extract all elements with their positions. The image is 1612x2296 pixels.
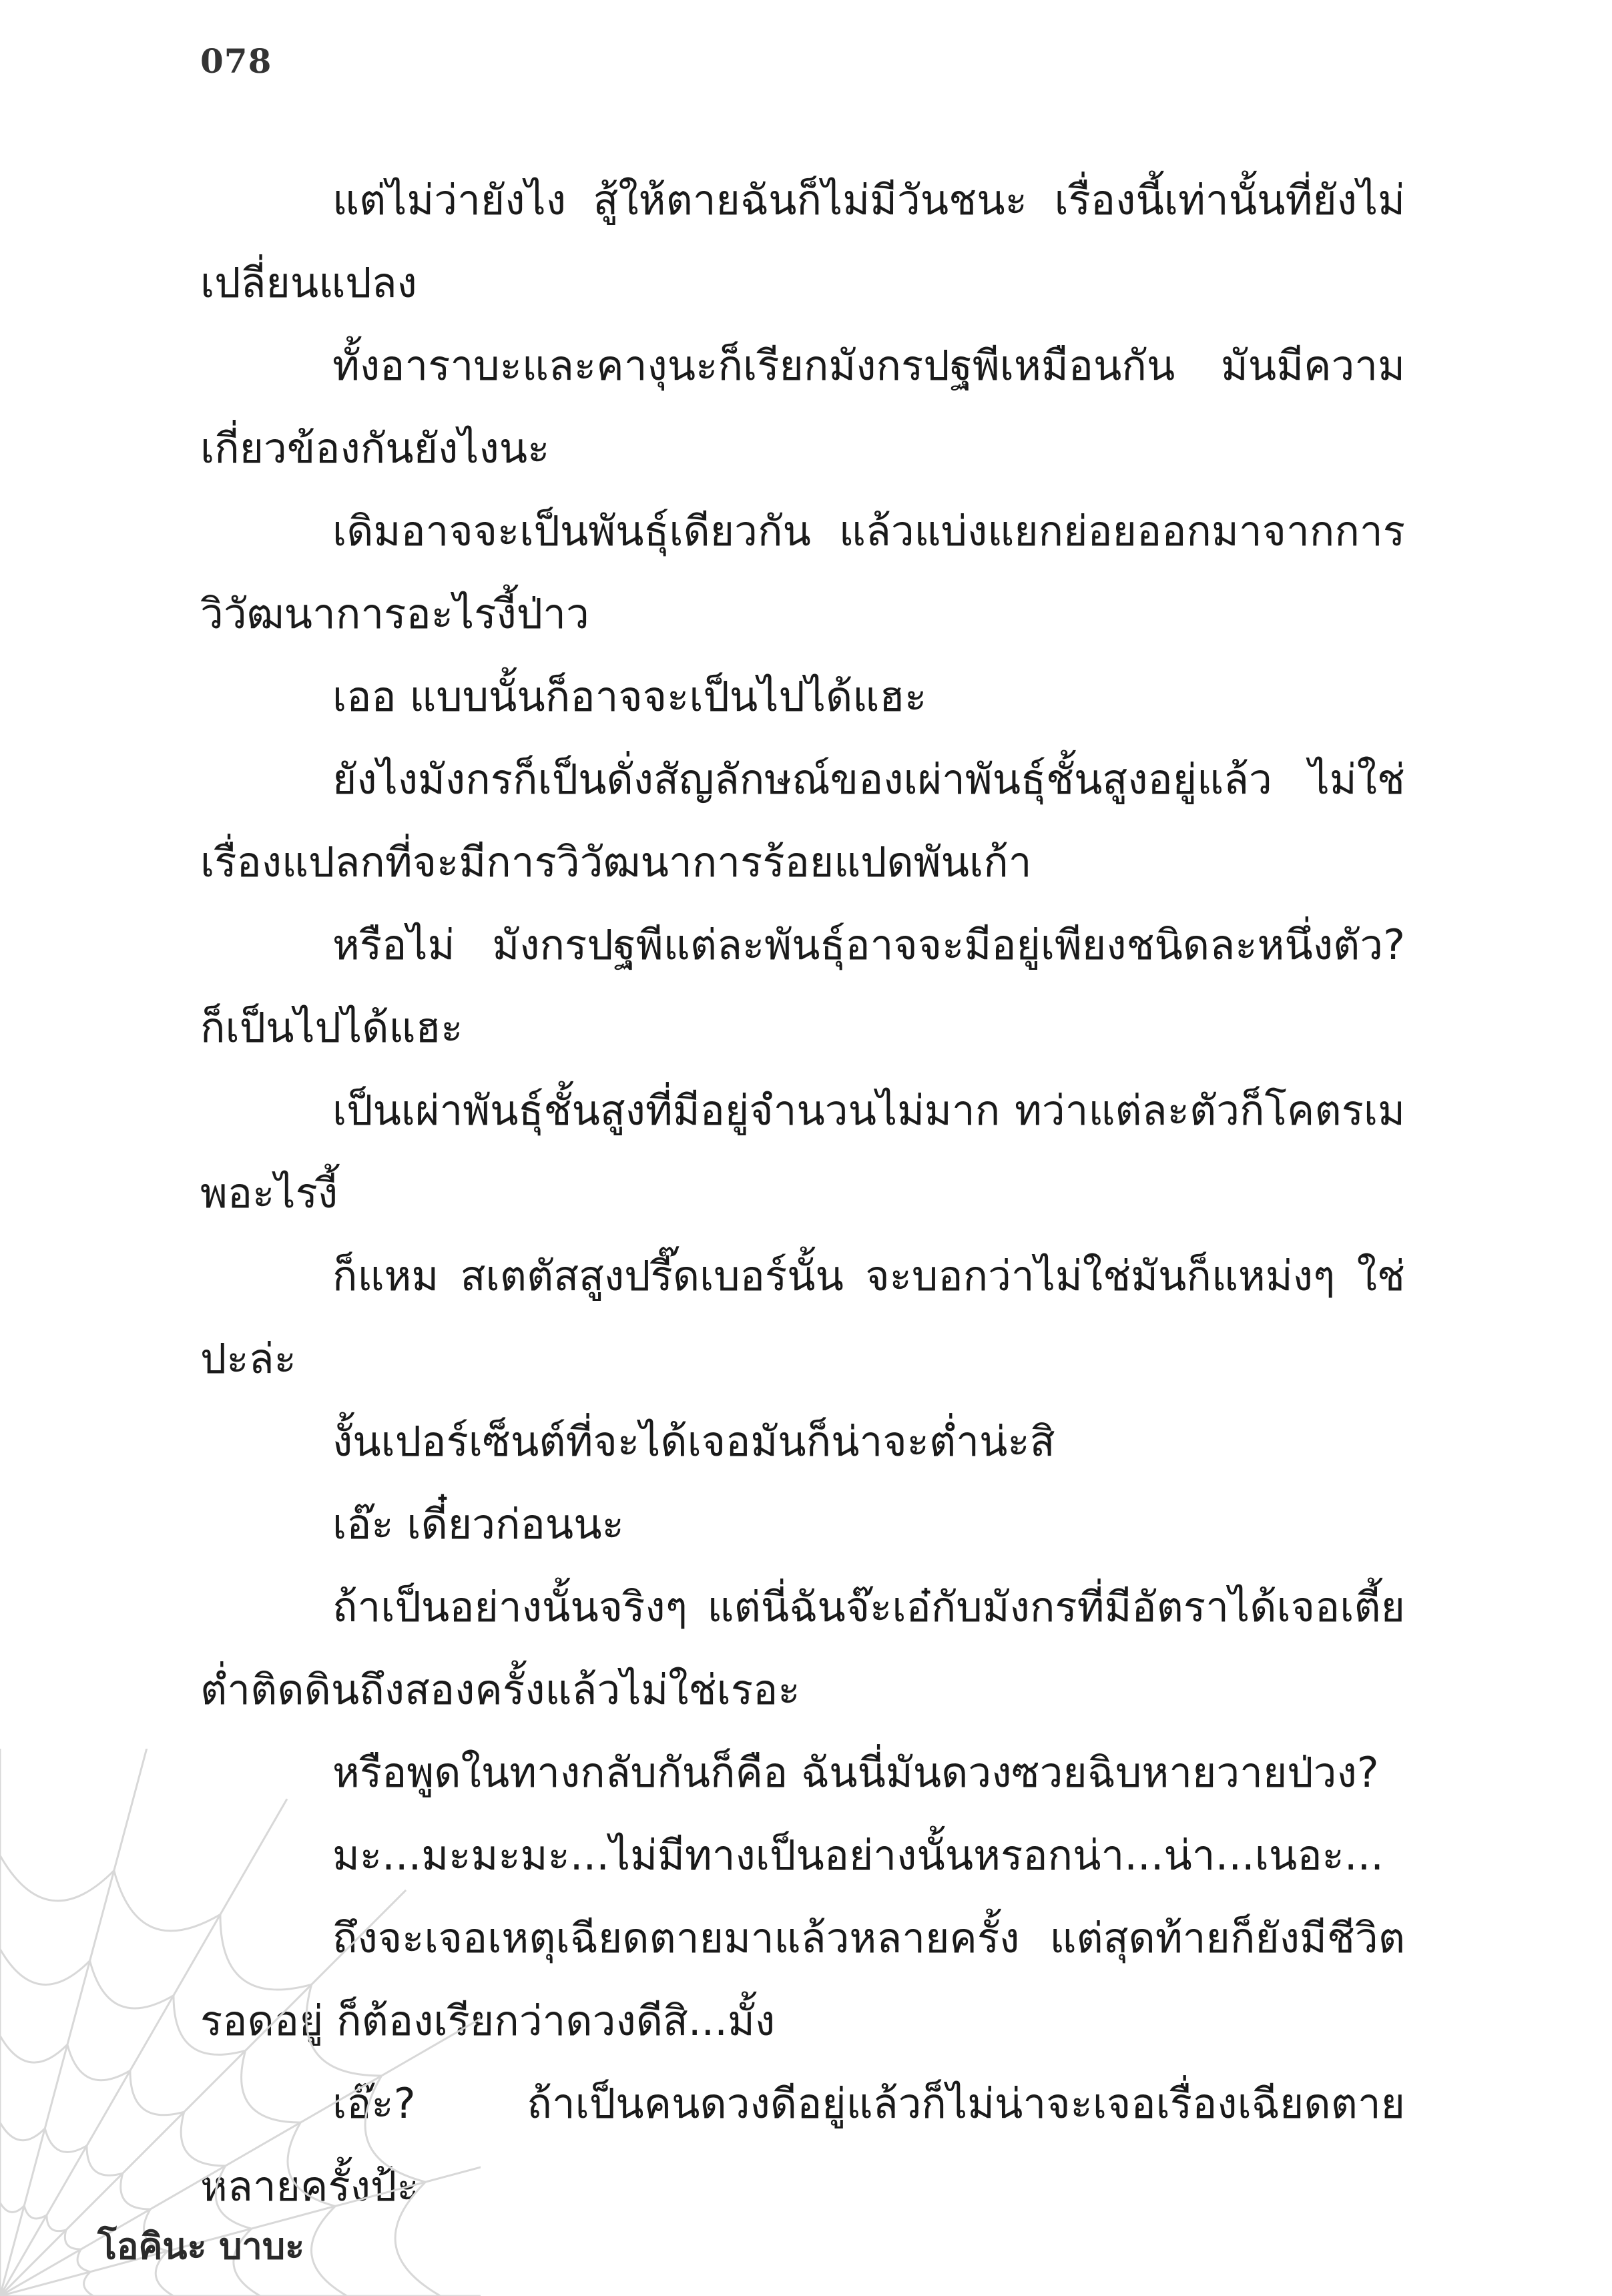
paragraph: ถึงจะเจอเหตุเฉียดตายมาแล้วหลายครั้ง แต่สุดท้ายก็ยังมีชีวิตรอดอยู่ ก็ต้องเรียกว่าดวงดีสิ...มั้ง <box>200 1914 1405 2045</box>
body-text <box>200 159 1405 2228</box>
paragraph: ถ้าเป็นอย่างนั้นจริงๆ แต่นี่ฉันจ๊ะเอ๋กับมังกรที่มีอัตราได้เจอเตี้ยต่ำติดดินถึงสองครั้งแล้วไม่ใช่เรอะ <box>200 1583 1405 1714</box>
paragraph: เป็นเผ่าพันธุ์ชั้นสูงที่มีอยู่จำนวนไม่มาก ทว่าแต่ละตัวก็โคตรเมพอะไรงี้ <box>200 1086 1405 1217</box>
paragraph: งั้นเปอร์เซ็นต์ที่จะได้เจอมันก็น่าจะต่ำน่ะสิ <box>332 1417 1055 1466</box>
paragraph: แต่ไม่ว่ายังไง สู้ให้ตายฉันก็ไม่มีวันชนะ เรื่องนี้เท่านั้นที่ยังไม่เปลี่ยนแปลง <box>200 176 1405 307</box>
paragraph: มะ...มะมะมะ...ไม่มีทางเป็นอย่างนั้นหรอกน่า...น่า...เนอะ... <box>332 1831 1384 1880</box>
paragraph: ยังไงมังกรก็เป็นดั่งสัญลักษณ์ของเผ่าพันธุ์ชั้นสูงอยู่แล้ว ไม่ใช่เรื่องแปลกที่จะมีการวิวัฒนาการร้อยแปดพันเก้า <box>200 755 1405 886</box>
paragraph: หรือพูดในทางกลับกันก็คือ ฉันนี่มันดวงซวยฉิบหายวายป่วง? <box>332 1748 1379 1797</box>
paragraph: เอ๊ะ เดี๋ยวก่อนนะ <box>332 1500 624 1548</box>
footer-author: โอคินะ บาบะ <box>97 2225 305 2267</box>
paragraph: เออ แบบนั้นก็อาจจะเป็นไปได้แฮะ <box>332 672 927 721</box>
paragraph: ทั้งอาราบะและคางุนะก็เรียกมังกรปฐพีเหมือนกัน มันมีความเกี่ยวข้องกันยังไงนะ <box>200 341 1405 473</box>
paragraph: เดิมอาจจะเป็นพันธุ์เดียวกัน แล้วแบ่งแยกย่อยออกมาจากการวิวัฒนาการอะไรงี้ป่าว <box>200 507 1405 638</box>
paragraph: ก็แหม สเตตัสสูงปรี๊ดเบอร์นั้น จะบอกว่าไม่ใช่มันก็แหม่งๆ ใช่ปะล่ะ <box>200 1251 1405 1383</box>
paragraph: หรือไม่ มังกรปฐพีแต่ละพันธุ์อาจจะมีอยู่เพียงชนิดละหนึ่งตัว? ก็เป็นไปได้แฮะ <box>200 920 1405 1052</box>
page-number: 078 <box>200 41 272 81</box>
paragraph: เอ๊ะ? ถ้าเป็นคนดวงดีอยู่แล้วก็ไม่น่าจะเจอเรื่องเฉียดตายหลายครั้งป้ะ <box>200 2079 1405 2211</box>
